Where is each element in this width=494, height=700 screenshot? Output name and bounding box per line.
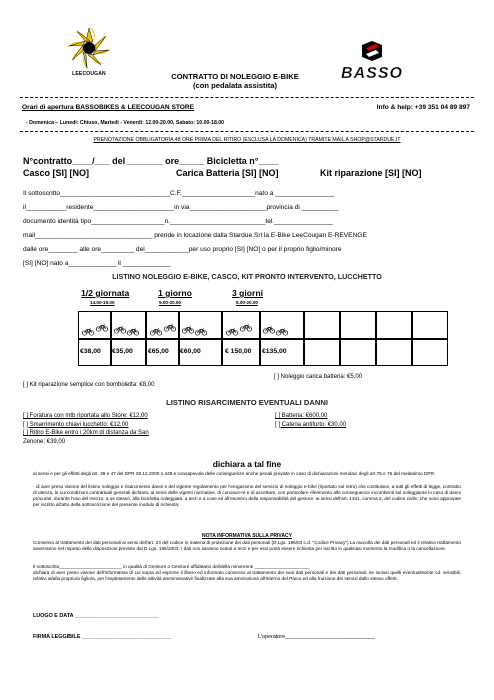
dichiara-paragraph-1: ai sensi e per gli effetti degli art. 38 e 47 del DPR 28.12.2000 n.445 e consapevole delle conseguenze anche penali previste in caso di dichiarazioni mendaci degli art.75 e 76 del medesimo DPR: [33,471,436,476]
form-line-time[interactable]: dalle ore________ alle ore_________ del____________per uso proprio [SI] [NO] o per il proprio figlio/minore [23,246,342,253]
price-value: €35,00 [112,348,133,355]
price-cell[interactable] [340,339,376,366]
repair-kit-extra[interactable]: [ ] Kit riparazione semplice con bomboletta: €8,00 [23,382,155,388]
bike-icon [127,323,139,332]
opening-hours-label: Orari di apertura BASSOBIKES & LEECOUGAN STORE [22,104,195,111]
bike-icon [240,319,252,328]
price-cell-bikes [376,311,412,339]
battery-rental-extra[interactable]: [ ] Noleggio carica batteria: €5,00 [274,374,363,380]
danni-item-ritiro[interactable]: [ ] Ritiro E-Bike entro i 20km di distanza da San [23,430,149,437]
privacy-paragraph: Consenso al trattamento dei dati personali ai sensi dell'art. 23 del codice in materia di protezione dei dati personali (D.Lgs. 196/03 c.d. "Codice Privacy") La raccolta dei dati personali ed il relativo trattamento avverranno nel rispetto delle disposizioni previste dal D.Lgs. 196/2003. I dati non saranno ceduti a terzi e per essi potrà essere richiesta per iscritto in qualsiasi momento la modifica o la cancellazione. [33,540,461,551]
danni-item-catena[interactable]: [ ] Catena antifurto: €30,00 [275,421,347,428]
title-line1: CONTRATTO DI NOLEGGIO E-BIKE [171,72,299,81]
danni-left-list [23,412,149,446]
plan-half-day-label: 1/2 giornata [81,288,130,298]
bike-icon [114,321,126,330]
plan-half-day-time: 14.00-19.00 [90,300,115,305]
listino-heading: LISTINO NOLEGGIO E-BIKE, CASCO, KIT PRONTO INTERVENTO, LUCCHETTO [112,272,382,281]
operator-field[interactable]: L'operatore______________________________ [258,634,376,640]
bike-icon [195,323,207,332]
bike-icon [226,323,238,332]
price-cell-bikes [412,311,448,339]
dichiara-heading: dichiara a tal fine [212,459,282,469]
divider [20,97,474,98]
privacy-consent: dichiara di aver preso visione dell'informativa di cui sopra ed esprime il libero ed informato consenso al trattamento dei suoi dati personali e dei dati personali, ne inclusi quelli eventualmente cd. sensibili, relativi al/alla proprio/a figlio/a, per l'espletamento delle attività amministrative finalizzate alla sua ammissione all'interno del Parco ed alla fruizione dei servizi dallo stesso offerti. [33,570,461,581]
basso-logo-text: BASSO [341,65,403,82]
casco-option[interactable]: Casco [SI] [NO] [23,168,90,178]
price-value: €38,00 [80,348,101,355]
plan-one-day-label: 1 giorno [158,288,192,298]
opening-schedule: - Domenica – Lunedi: Chiuso, Martedì - Venerdì: 12.00-20.00, Sabato: 10.00-18.00 [26,120,225,126]
bike-icon [263,321,275,330]
bike-icon [82,323,94,332]
booking-notice: PRENOTAZIONE OBBLIGATORIA 48 ORE PRIMA DEL RITIRO (ESCLUSA LA DOMENICA) TRAMITE MAIL A SHOP@STARDUE.IT [93,137,401,143]
privacy-guardian-line[interactable]: Il sottoscritto________________________ in qualità di Genitore o Genitore affidatario del/della minorenne _____________________ [33,564,310,569]
form-line-name[interactable]: Il sottoscritto______________________________C.F.____________________nato a ________________ [23,190,334,197]
danni-right-list [275,412,346,429]
bike-icon [150,323,162,332]
plan-three-days-label: 3 giorni [232,288,264,298]
plan-three-days-time: 9.00-20.00 [236,300,258,305]
divider [20,131,474,132]
price-value: €60,00 [180,348,201,355]
form-line-residence[interactable]: il___________residente______________________in via_____________________provincia di __________ [23,204,339,211]
danni-item-chiavi[interactable]: [ ] Smarrimento chiavi lucchetto: €12,00 [23,421,129,428]
info-help-phone: Info & help: +39 351 04 89 897 [376,104,470,111]
danni-item-batteria[interactable]: [ ] Batteria: €600,00 [275,413,328,419]
plan-one-day-time: 9.00-20.00 [159,300,181,305]
form-line-mail[interactable]: mail________________________________ prende in locazione dalla Stardue Srl la E-Bike LeeCougan E-REVENGE [23,232,367,239]
contract-number-line[interactable]: N°contratto____/___ del _______ ore_____ Bicicletta n°____ [23,156,279,166]
price-value: €65,00 [148,348,169,355]
leecougan-logo-text: LEECOUGAN [72,71,106,77]
bike-icon [96,319,108,328]
danni-item-ritiro-cont: Zenone: €39,00 [23,438,66,445]
dichiara-paragraph-2: - di aver preso visione del listino noleggio e risarcimento danni e del vigente regolamento per l'erogazione del servizio di noleggio e-bike (riportato sul retro) che costituisce, a tutti gli effetti di legge, contratto di utenza, le cui condizioni contrattuali generali dichiara, ai sensi delle vigenti normative, di conosce-re e di accettare, con particolare riferimento alle conseguenze incombenti sul noleggiante in caso di danni procurati, durante l'uso del mezzo, a se stesso, alla bicicletta noleggiata, a terzi e a cose ed all'esonero della responsabilità del gestore, ai sensi dell'art. 1341, comma 2, del codice civile, che sono approvate per iscritto all'atto della sottoscrizione del presente modulo di richiesta; [33,484,461,507]
signature-field[interactable]: FIRMA LEGGIBILE ______________________________ [33,634,172,640]
title-line2: (con pedalata assistita) [193,81,277,90]
form-line-minor[interactable]: [SI] [NO] nato a_____________ il _____________ [23,260,171,267]
bike-icon [276,323,288,332]
price-cell[interactable] [376,339,412,366]
price-value: € 150,00 [225,348,252,355]
danni-item-foratura[interactable]: [ ] Foratura con mtb riportata allo Store: €12,00 [23,413,148,419]
bike-icon [182,321,194,330]
privacy-heading: NOTA INFORMATIVA SULLA PRIVACY [202,533,292,539]
form-line-document[interactable]: documento identità tipo____________________n.__________________________tel.________________ [23,218,333,225]
contract-title [120,72,350,90]
price-value: €135,00 [262,348,287,355]
battery-charger-option[interactable]: Carica Batteria [SI] [NO] [176,168,279,178]
price-cell-bikes [304,311,340,339]
price-cell[interactable] [412,339,448,366]
price-cell-bikes [340,311,376,339]
price-cell[interactable] [304,339,340,366]
bike-icon [164,319,176,328]
place-date-field[interactable]: LUOGO E DATA ____________________________ [33,613,159,619]
repair-kit-option[interactable]: Kit riparazione [SI] [NO] [320,168,422,178]
danni-heading: LISTINO RISARCIMENTO EVENTUALI DANNI [166,398,328,407]
